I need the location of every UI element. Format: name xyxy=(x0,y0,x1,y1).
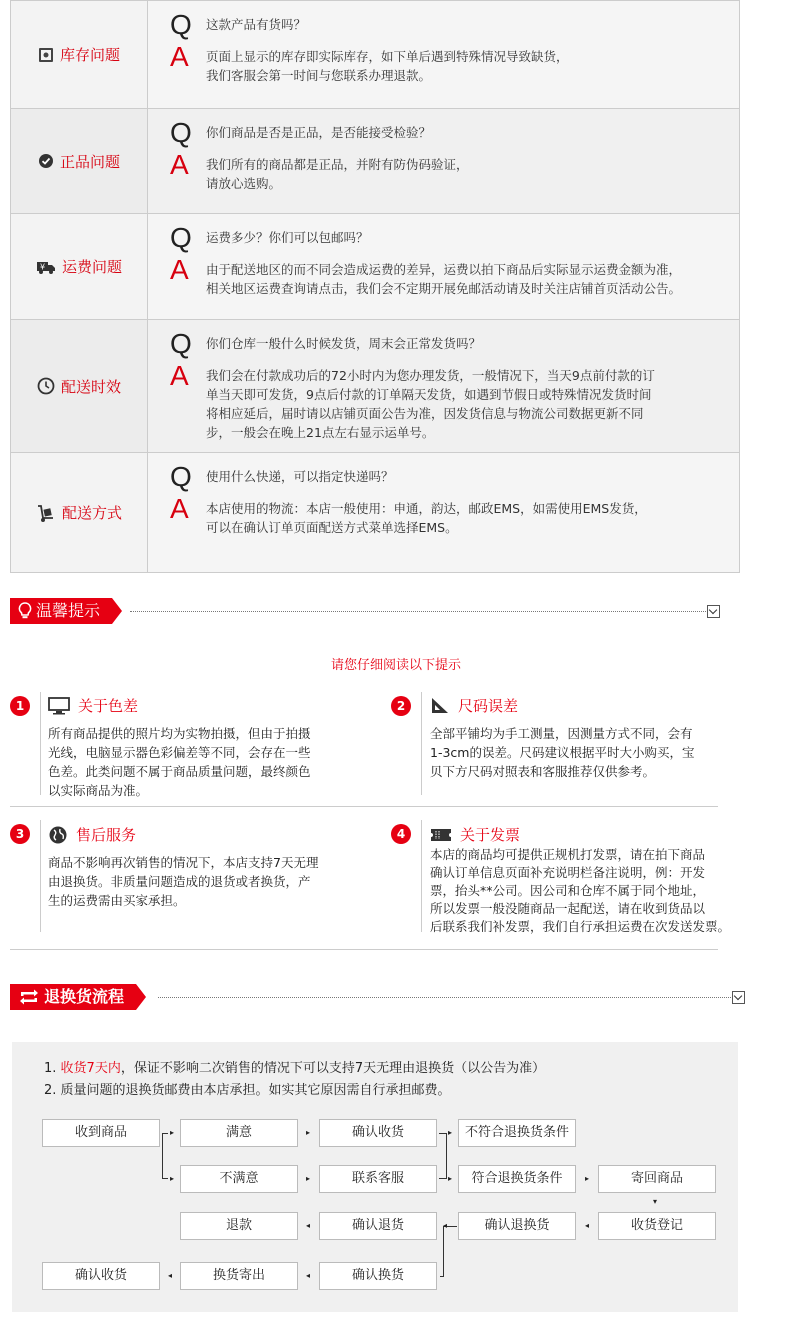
faq-category xyxy=(11,320,148,452)
faq-body xyxy=(148,1,739,108)
faq-row-shipping-fee xyxy=(11,213,739,319)
faq-row-stock xyxy=(11,0,739,108)
connector xyxy=(439,1133,447,1179)
connector xyxy=(443,1226,457,1276)
tip-text: 本店的商品均可提供正规机打发票，请在拍下商品 确认订单信息页面补充说明栏备注说明，例：开发 票，抬头**公司。因公司和仓库不属于同个地址， 所以发票一般没随商品一起配送，请在收到货品以 后联系我们补发票，我们自行承担运费在次发送发票。 xyxy=(430,847,731,934)
faq-answer: 页面上显示的库存即实际库存，如下单后遇到特殊情况导致缺货， 我们客服会第一时间与您联系办理退款。 xyxy=(206,49,569,83)
arrow-right-icon: ▸ xyxy=(585,1174,590,1183)
tip-title: 关于发票 xyxy=(430,824,520,845)
flow-send-back: 寄回商品 xyxy=(598,1165,716,1193)
arrow-right-icon: ▸ xyxy=(306,1174,311,1183)
flow-exchange-ship: 换货寄出 xyxy=(180,1262,298,1290)
rule-1: 1. 收货7天内，保证不影响二次销售的情况下可以支持7天无理由退换货（以公告为准） xyxy=(44,1061,546,1076)
faq-category-label: 库存问题 xyxy=(59,46,120,64)
tip-number: 1 xyxy=(10,696,30,716)
a-letter: A xyxy=(170,149,189,180)
flow-eligible: 符合退换货条件 xyxy=(458,1165,576,1193)
arrow-left-icon: ◂ xyxy=(168,1271,173,1280)
faq-body xyxy=(148,453,739,572)
faq-question: 你们仓库一般什么时候发货，周末会正常发货吗？ xyxy=(206,336,482,351)
faq-question: 这款产品有货吗？ xyxy=(206,17,307,32)
q-letter: Q xyxy=(170,328,192,359)
q-letter: Q xyxy=(170,9,192,40)
faq-category-label: 配送方式 xyxy=(61,504,122,522)
faq-body xyxy=(148,214,739,319)
tip-number: 4 xyxy=(391,824,411,844)
arrow-right-icon: ▸ xyxy=(448,1128,453,1137)
flow-unsatisfied: 不满意 xyxy=(180,1165,298,1193)
flow-confirm-receipt-final: 确认收货 xyxy=(42,1262,160,1290)
rule-2: 2. 质量问题的退换货邮费由本店承担。如实其它原因需自行承担邮费。 xyxy=(44,1083,451,1098)
arrow-right-icon: ▸ xyxy=(170,1174,175,1183)
arrow-right-icon: ▸ xyxy=(170,1128,175,1137)
faq-category-label: 配送时效 xyxy=(60,377,121,396)
faq-table xyxy=(10,0,740,573)
tip-title: 售后服务 xyxy=(48,824,136,845)
tip-text: 全部平铺均为手工测量，因测量方式不同，会有 1-3cm的误差。尺码建议根据平时大小购买，宝 贝下方尺码对照表和客服推荐仅供参考。 xyxy=(430,726,695,779)
faq-body xyxy=(148,320,739,452)
clock-icon xyxy=(37,377,55,395)
returns-tag xyxy=(10,984,136,1010)
collapse-toggle-icon[interactable] xyxy=(707,605,720,618)
faq-category-label: 正品问题 xyxy=(59,152,120,171)
faq-question: 你们商品是否是正品，是否能接受检验？ xyxy=(206,125,432,140)
check-circle-icon xyxy=(38,153,54,169)
returns-title: 退换货流程 xyxy=(44,987,125,1006)
faq-answer: 本店使用的物流：本店一般使用：申通，韵达，邮政EMS，如需使用EMS发货， 可以在确认订单页面配送方式菜单选择EMS。 xyxy=(206,501,647,535)
flow-not-eligible: 不符合退换货条件 xyxy=(458,1119,576,1147)
svg-text:¥: ¥ xyxy=(39,262,46,271)
hand-truck-icon xyxy=(36,503,56,523)
flow-receive: 收到商品 xyxy=(42,1119,160,1147)
a-letter: A xyxy=(170,360,189,391)
faq-category xyxy=(11,214,148,319)
flow-refund: 退款 xyxy=(180,1212,298,1240)
flow-confirm-exchange: 确认换货 xyxy=(319,1262,437,1290)
divider xyxy=(158,997,733,998)
flow-confirm-exchange-return: 确认退换货 xyxy=(458,1212,576,1240)
tip-title: 尺码误差 xyxy=(430,695,518,716)
set-square-icon xyxy=(430,697,450,715)
exchange-icon xyxy=(18,989,40,1005)
arrow-left-icon: ◂ xyxy=(306,1221,311,1230)
arrow-down-icon: ▾ xyxy=(653,1197,658,1206)
lightbulb-icon xyxy=(18,602,32,620)
faq-row-delivery-time xyxy=(11,319,739,452)
a-letter: A xyxy=(170,254,189,285)
collapse-toggle-icon[interactable] xyxy=(732,991,745,1004)
faq-body xyxy=(148,109,739,213)
q-letter: Q xyxy=(170,117,192,148)
faq-category xyxy=(11,1,148,108)
faq-answer: 我们所有的商品都是正品，并附有防伪码验证， 请放心选购。 xyxy=(206,157,469,191)
arrow-left-icon: ◂ xyxy=(306,1271,311,1280)
q-letter: Q xyxy=(170,222,192,253)
arrow-right-icon: ▸ xyxy=(306,1128,311,1137)
faq-row-delivery-method xyxy=(11,452,739,572)
flow-confirm-return: 确认退货 xyxy=(319,1212,437,1240)
faq-category-label: 运费问题 xyxy=(61,258,122,276)
safe-icon xyxy=(38,47,54,63)
tip-text: 商品不影响再次销售的情况下，本店支持7天无理 由退换货。非质量问题造成的退货或者换货，产 生的运费需由买家承担。 xyxy=(48,855,319,908)
faq-answer: 由于配送地区的而不同会造成运费的差异，运费以拍下商品后实际显示运费金额为准， 相关地区运费查询请点击，我们会不定期开展免邮活动请及时关注店铺首页活动公告。 xyxy=(206,262,682,296)
divider xyxy=(10,949,718,950)
divider xyxy=(130,611,708,612)
tip-number: 3 xyxy=(10,824,30,844)
tip-title: 关于色差 xyxy=(48,695,138,716)
returns-rules xyxy=(44,1058,545,1102)
faq-question: 运费多少？你们可以包邮吗？ xyxy=(206,230,369,245)
notice-header xyxy=(10,598,745,626)
tip-text: 所有商品提供的照片均为实物拍摄，但由于拍摄 光线，电脑显示器色彩偏差等不同，会存在一些 色差。此类问题不属于商品质量问题，最终颜色 以实际商品为准。 xyxy=(48,726,311,798)
arrow-left-icon: ◂ xyxy=(443,1221,448,1230)
ticket-icon xyxy=(430,827,452,843)
q-letter: Q xyxy=(170,461,192,492)
flow-receipt-register: 收货登记 xyxy=(598,1212,716,1240)
faq-answer: 我们会在付款成功后的72小时内为您办理发货，一般情况下，当天9点前付款的订 单当天即可发货，9点后付款的订单隔天发货，如遇到节假日或特殊情况发货时间 将相应延后，届时请以店铺页面公告为准，因发货信息与物流公司数据更新不同 步，一般会在晚上21点左右显示运单号。 xyxy=(206,368,655,440)
faq-row-authentic xyxy=(11,108,739,213)
connector xyxy=(162,1133,168,1179)
flow-satisfied: 满意 xyxy=(180,1119,298,1147)
divider xyxy=(421,820,422,932)
divider xyxy=(421,692,422,795)
notice-subtitle: 请您仔细阅读以下提示 xyxy=(330,658,461,673)
divider xyxy=(40,692,41,795)
arrow-left-icon: ◂ xyxy=(585,1221,590,1230)
flow-contact-service: 联系客服 xyxy=(319,1165,437,1193)
notice-tag xyxy=(10,598,112,624)
faq-question: 使用什么快递，可以指定快递吗？ xyxy=(206,469,394,484)
a-letter: A xyxy=(170,41,189,72)
arrow-right-icon: ▸ xyxy=(448,1174,453,1183)
a-letter: A xyxy=(170,493,189,524)
globe-icon xyxy=(48,825,68,845)
returns-header xyxy=(10,984,745,1012)
notice-title: 温馨提示 xyxy=(36,601,101,620)
truck-yen-icon xyxy=(36,259,56,275)
faq-category xyxy=(11,109,148,213)
connector xyxy=(440,1276,444,1277)
monitor-icon xyxy=(48,697,70,715)
flow-confirm-receipt: 确认收货 xyxy=(319,1119,437,1147)
divider xyxy=(40,820,41,932)
divider xyxy=(10,806,718,807)
faq-category xyxy=(11,453,148,572)
tip-number: 2 xyxy=(391,696,411,716)
